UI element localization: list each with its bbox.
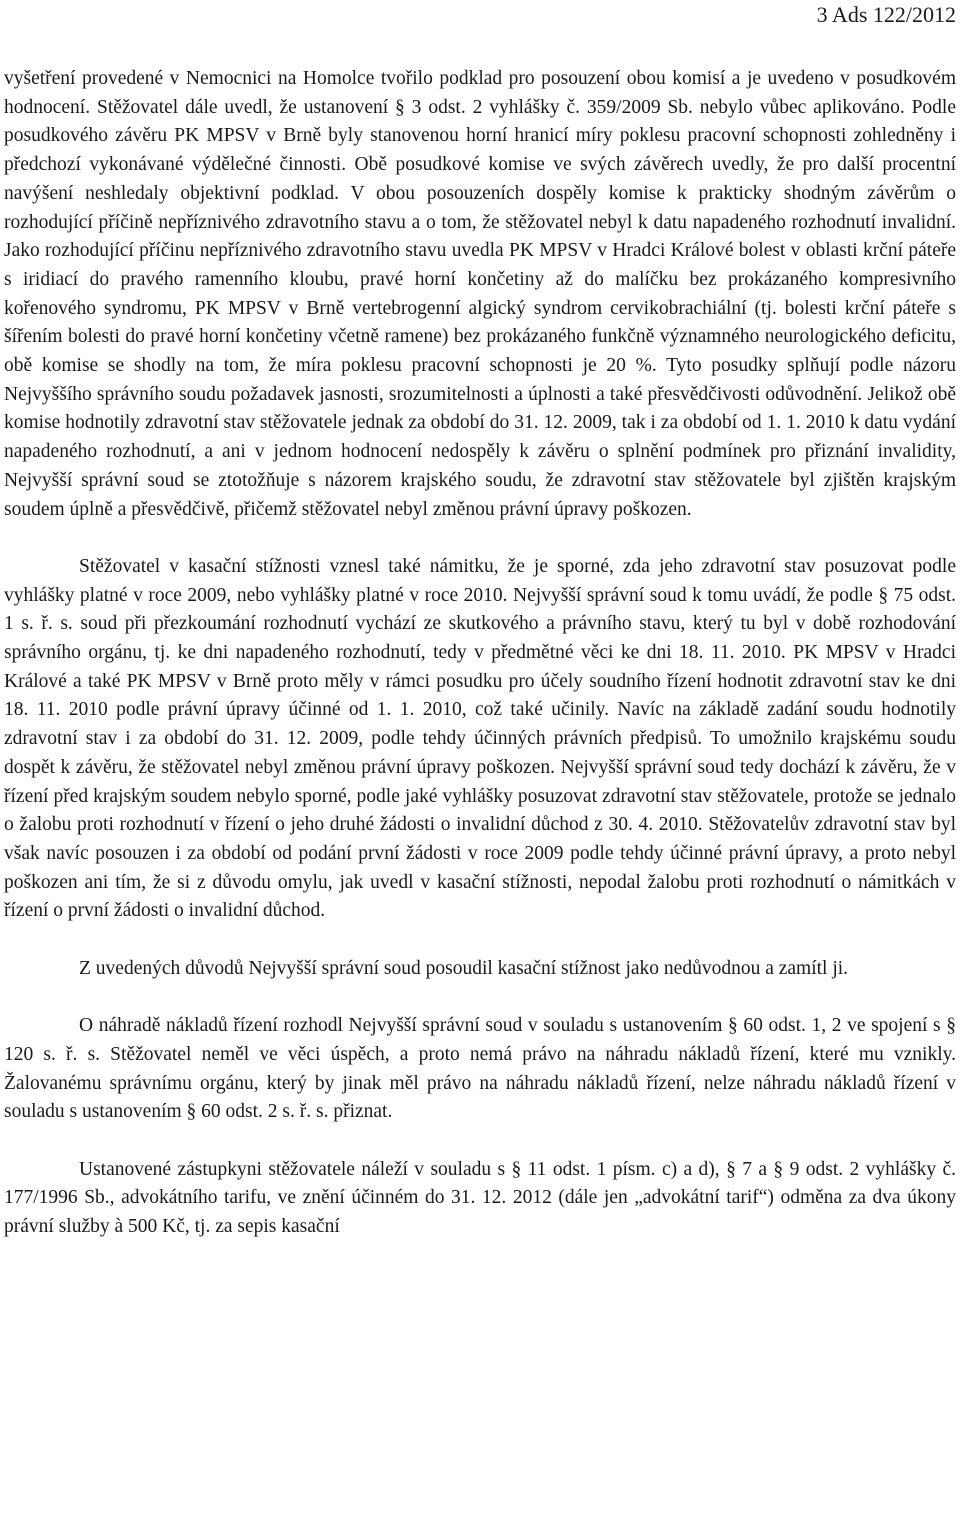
document-body	[4, 65, 956, 1242]
paragraph-costs: O náhradě nákladů řízení rozhodl Nejvyšší správní soud v souladu s ustanovením § 60 odst. 1, 2 ve spojení s § 120 s. ř. s. Stěžovatel neměl ve věci úspěch, a proto nemá právo na náhradu nákladů řízení, které mu vznikly. Žalovanému správnímu orgánu, který by jinak měl právo na náhradu nákladů řízení, nelze náhradu nákladů řízení v souladu s ustanovením § 60 odst. 2 s. ř. s. přiznat.	[4, 1015, 956, 1123]
document-page	[4, 0, 956, 1521]
paragraph-applicable-regulation: Stěžovatel v kasační stížnosti vznesl také námitku, že je sporné, zda jeho zdravotní stav posuzovat podle vyhlášky platné v roce 2009, nebo vyhlášky platné v roce 2010. Nejvyšší správní soud k tomu uvádí, že podle § 75 odst. 1 s. ř. s. soud při přezkoumání rozhodnutí vychází ze skutkového a právního stavu, který tu byl v době rozhodování správního orgánu, tj. ke dni napadeného rozhodnutí, tedy v předmětné věci ke dni 18. 11. 2010. PK MPSV v Hradci Králové a také PK MPSV v Brně proto měly v rámci posudku pro účely soudního řízení hodnotit zdravotní stav ke dni 18. 11. 2010 podle právní úpravy účinné od 1. 1. 2010, což také učinily. Navíc na základě zadání soudu hodnotily zdravotní stav i za období do 31. 12. 2009, podle tehdy účinných právních předpisů. To umožnilo krajskému soudu dospět k závěru, že stěžovatel nebyl změnou právní úpravy poškozen. Nejvyšší správní soud tedy dochází k závěru, že v řízení před krajským soudem nebylo sporné, podle jaké vyhlášky posuzovat zdravotní stav stěžovatele, protože se jednalo o žalobu proti rozhodnutí v řízení o jeho druhé žádosti o invalidní důchod z 30. 4. 2010. Stěžovatelův zdravotní stav byl však navíc posouzen i za období od podání první žádosti v roce 2009 podle tehdy účinné právní úpravy, a proto nebyl poškozen ani tím, že si z důvodu omylu, jak uvedl v kasační stížnosti, nepodal žalobu proti rozhodnutí o námitkách v řízení o první žádosti o invalidní důchod.	[4, 555, 956, 922]
case-number-header: 3 Ads 122/2012	[816, 2, 956, 27]
paragraph-attorney-fee: Ustanovené zástupkyni stěžovatele náleží v souladu s § 11 odst. 1 písm. c) a d), § 7 a § 9 odst. 2 vyhlášky č. 177/1996 Sb., advokátního tarifu, ve znění účinném do 31. 12. 2012 (dále jen „advokátní tarif“) odměna za dva úkony právní služby à 500 Kč, tj. za sepis kasační	[4, 1158, 956, 1238]
paragraph-conclusion: Z uvedených důvodů Nejvyšší správní soud posoudil kasační stížnost jako nedůvodnou a zamítl ji.	[79, 957, 849, 979]
paragraph-medical-assessment: vyšetření provedené v Nemocnici na Homolce tvořilo podklad pro posouzení obou komisí a je uvedeno v posudkovém hodnocení. Stěžovatel dále uvedl, že ustanovení § 3 odst. 2 vyhlášky č. 359/2009 Sb. nebylo vůbec aplikováno. Podle posudkového závěru PK MPSV v Brně byly stanovenou horní hranicí míry poklesu pracovní schopnosti zohledněny i předchozí vykonávané výdělečné činnosti. Obě posudkové komise ve svých závěrech uvedly, že pro další procentní navýšení neshledaly objektivní podklad. V obou posouzeních dospěly komise k prakticky shodným závěrům o rozhodující příčině nepříznivého zdravotního stavu a o tom, že stěžovatel nebyl k datu napadeného rozhodnutí invalidní. Jako rozhodující příčinu nepříznivého zdravotního stavu uvedla PK MPSV v Hradci Králové bolest v oblasti krční páteře s iridiací do pravého ramenního kloubu, pravé horní končetiny až do malíčku bez prokázaného kompresivního kořenového syndromu, PK MPSV v Brně vertebrogenní algický syndrom cervikobrachiální (tj. bolesti krční páteře s šířením bolesti do pravé horní končetiny včetně ramene) bez prokázaného funkčně významného neurologického deficitu, obě komise se shodly na tom, že míra poklesu pracovní schopnosti je 20 %. Tyto posudky splňují podle názoru Nejvyššího správního soudu požadavek jasnosti, srozumitelnosti a úplnosti a také přesvědčivosti odůvodnění. Jelikož obě komise hodnotily zdravotní stav stěžovatele jednak za období do 31. 12. 2009, tak i za období od 1. 1. 2010 k datu vydání napadeného rozhodnutí, a ani v jednom hodnocení nedospěly k závěru o splnění podmínek pro přiznání invalidity, Nejvyšší správní soud se ztotožňuje s názorem krajského soudu, že zdravotní stav stěžovatele byl zjištěn krajským soudem úplně a přesvědčivě, přičemž stěžovatel nebyl změnou právní úpravy poškozen.	[4, 68, 956, 520]
